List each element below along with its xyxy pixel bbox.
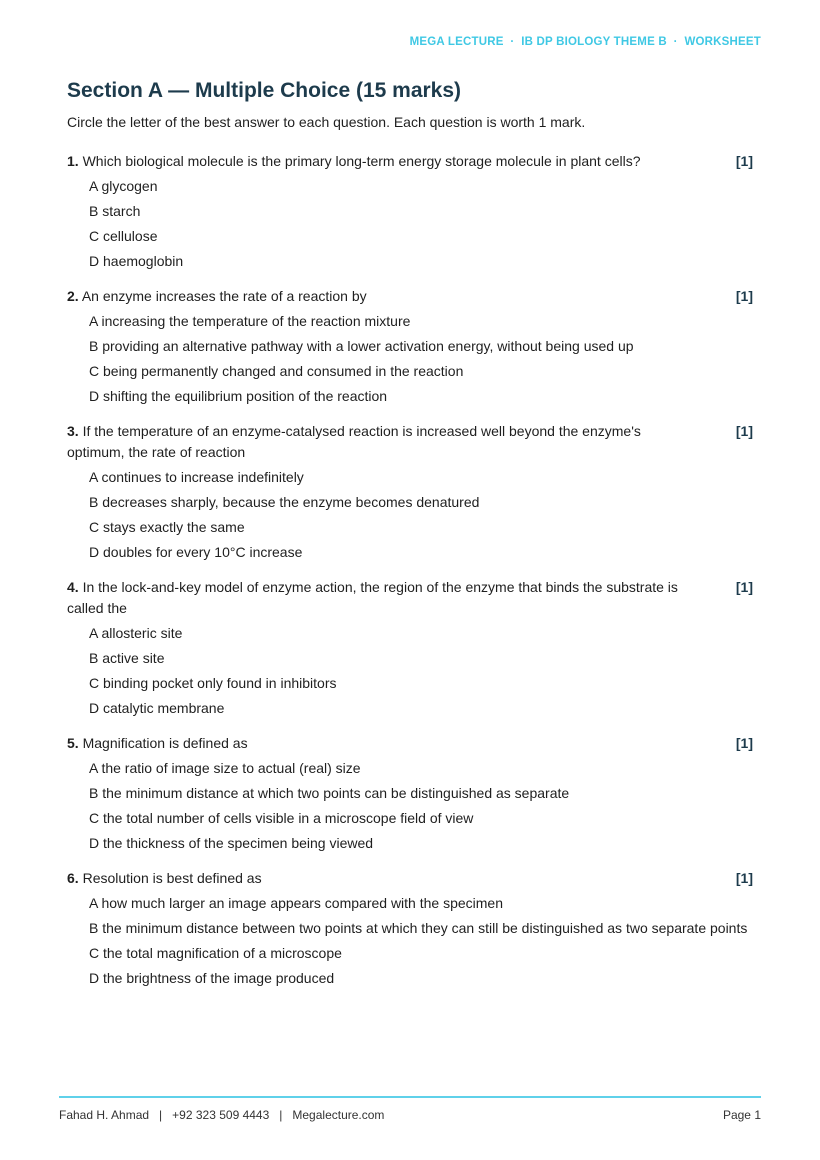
- answer-option[interactable]: B starch: [89, 203, 141, 219]
- answer-option[interactable]: C stays exactly the same: [89, 519, 245, 535]
- question-text: If the temperature of an enzyme-catalysed reaction is increased well beyond the enzyme's optimum, the rate of reaction: [67, 423, 641, 460]
- answer-option[interactable]: C cellulose: [89, 228, 158, 244]
- header-tag: MEGA LECTURE · IB DP BIOLOGY THEME B · WORKSHEET: [409, 36, 761, 48]
- question-mark: [1]: [735, 579, 753, 595]
- answer-options: [67, 467, 753, 563]
- footer-contact: Fahad H. Ahmad | +92 323 509 4443 | Megalecture.com: [59, 1108, 385, 1122]
- answer-options: [67, 893, 753, 989]
- question-4: [67, 577, 753, 719]
- answer-option[interactable]: D doubles for every 10°C increase: [89, 544, 303, 560]
- question-3: [67, 421, 753, 563]
- question-number: 6.: [67, 870, 79, 886]
- answer-option[interactable]: C the total magnification of a microscope: [89, 945, 342, 961]
- section-title: Section A — Multiple Choice (15 marks): [67, 79, 462, 102]
- question-5: [67, 733, 753, 854]
- question-mark: [1]: [735, 423, 753, 439]
- answer-options: [67, 758, 753, 854]
- answer-option[interactable]: D haemoglobin: [89, 253, 184, 269]
- questions-list: [67, 151, 753, 1003]
- question-stem: [67, 733, 753, 754]
- answer-option[interactable]: A increasing the temperature of the reaction mixture: [89, 313, 411, 329]
- instructions: Circle the letter of the best answer to each question. Each question is worth 1 mark.: [67, 114, 586, 130]
- answer-option[interactable]: D catalytic membrane: [89, 700, 225, 716]
- question-6: [67, 868, 753, 989]
- answer-options: [67, 176, 753, 272]
- answer-option[interactable]: A how much larger an image appears compared with the specimen: [89, 895, 503, 911]
- question-number: 4.: [67, 579, 79, 595]
- question-number: 3.: [67, 423, 79, 439]
- answer-option[interactable]: A glycogen: [89, 178, 158, 194]
- question-number: 2.: [67, 288, 79, 304]
- question-number: 5.: [67, 735, 79, 751]
- answer-option[interactable]: B decreases sharply, because the enzyme becomes denatured: [89, 494, 480, 510]
- answer-option[interactable]: A the ratio of image size to actual (real) size: [89, 760, 361, 776]
- question-text: In the lock-and-key model of enzyme action, the region of the enzyme that binds the substrate is called the: [67, 579, 678, 616]
- answer-option[interactable]: D the thickness of the specimen being viewed: [89, 835, 374, 851]
- answer-option[interactable]: A allosteric site: [89, 625, 183, 641]
- answer-option[interactable]: B the minimum distance between two points at which they can still be distinguished as two separate points: [89, 920, 748, 936]
- answer-option[interactable]: B the minimum distance at which two points can be distinguished as separate: [89, 785, 570, 801]
- question-stem: [67, 868, 753, 889]
- question-mark: [1]: [735, 288, 753, 304]
- question-mark: [1]: [735, 153, 753, 169]
- question-text: An enzyme increases the rate of a reaction by: [81, 288, 367, 304]
- question-number: 1.: [67, 153, 79, 169]
- answer-option[interactable]: C binding pocket only found in inhibitors: [89, 675, 337, 691]
- page-number: Page 1: [722, 1108, 761, 1122]
- answer-options: [67, 311, 753, 407]
- answer-option[interactable]: D the brightness of the image produced: [89, 970, 335, 986]
- answer-option[interactable]: C the total number of cells visible in a microscope field of view: [89, 810, 474, 826]
- question-2: [67, 286, 753, 407]
- answer-option[interactable]: C being permanently changed and consumed in the reaction: [89, 363, 464, 379]
- answer-option[interactable]: A continues to increase indefinitely: [89, 469, 304, 485]
- question-text: Resolution is best defined as: [82, 870, 262, 886]
- answer-option[interactable]: B active site: [89, 650, 165, 666]
- question-mark: [1]: [735, 870, 753, 886]
- question-stem: [67, 577, 753, 619]
- question-text: Which biological molecule is the primary long-term energy storage molecule in plant cells?: [82, 153, 641, 169]
- question-1: [67, 151, 753, 272]
- question-stem: [67, 421, 753, 463]
- answer-option[interactable]: B providing an alternative pathway with a lower activation energy, without being used up: [89, 338, 634, 354]
- footer-divider: [59, 1096, 761, 1098]
- question-stem: [67, 151, 753, 172]
- answer-option[interactable]: D shifting the equilibrium position of the reaction: [89, 388, 388, 404]
- question-text: Magnification is defined as: [82, 735, 248, 751]
- question-stem: [67, 286, 753, 307]
- answer-options: [67, 623, 753, 719]
- question-mark: [1]: [735, 735, 753, 751]
